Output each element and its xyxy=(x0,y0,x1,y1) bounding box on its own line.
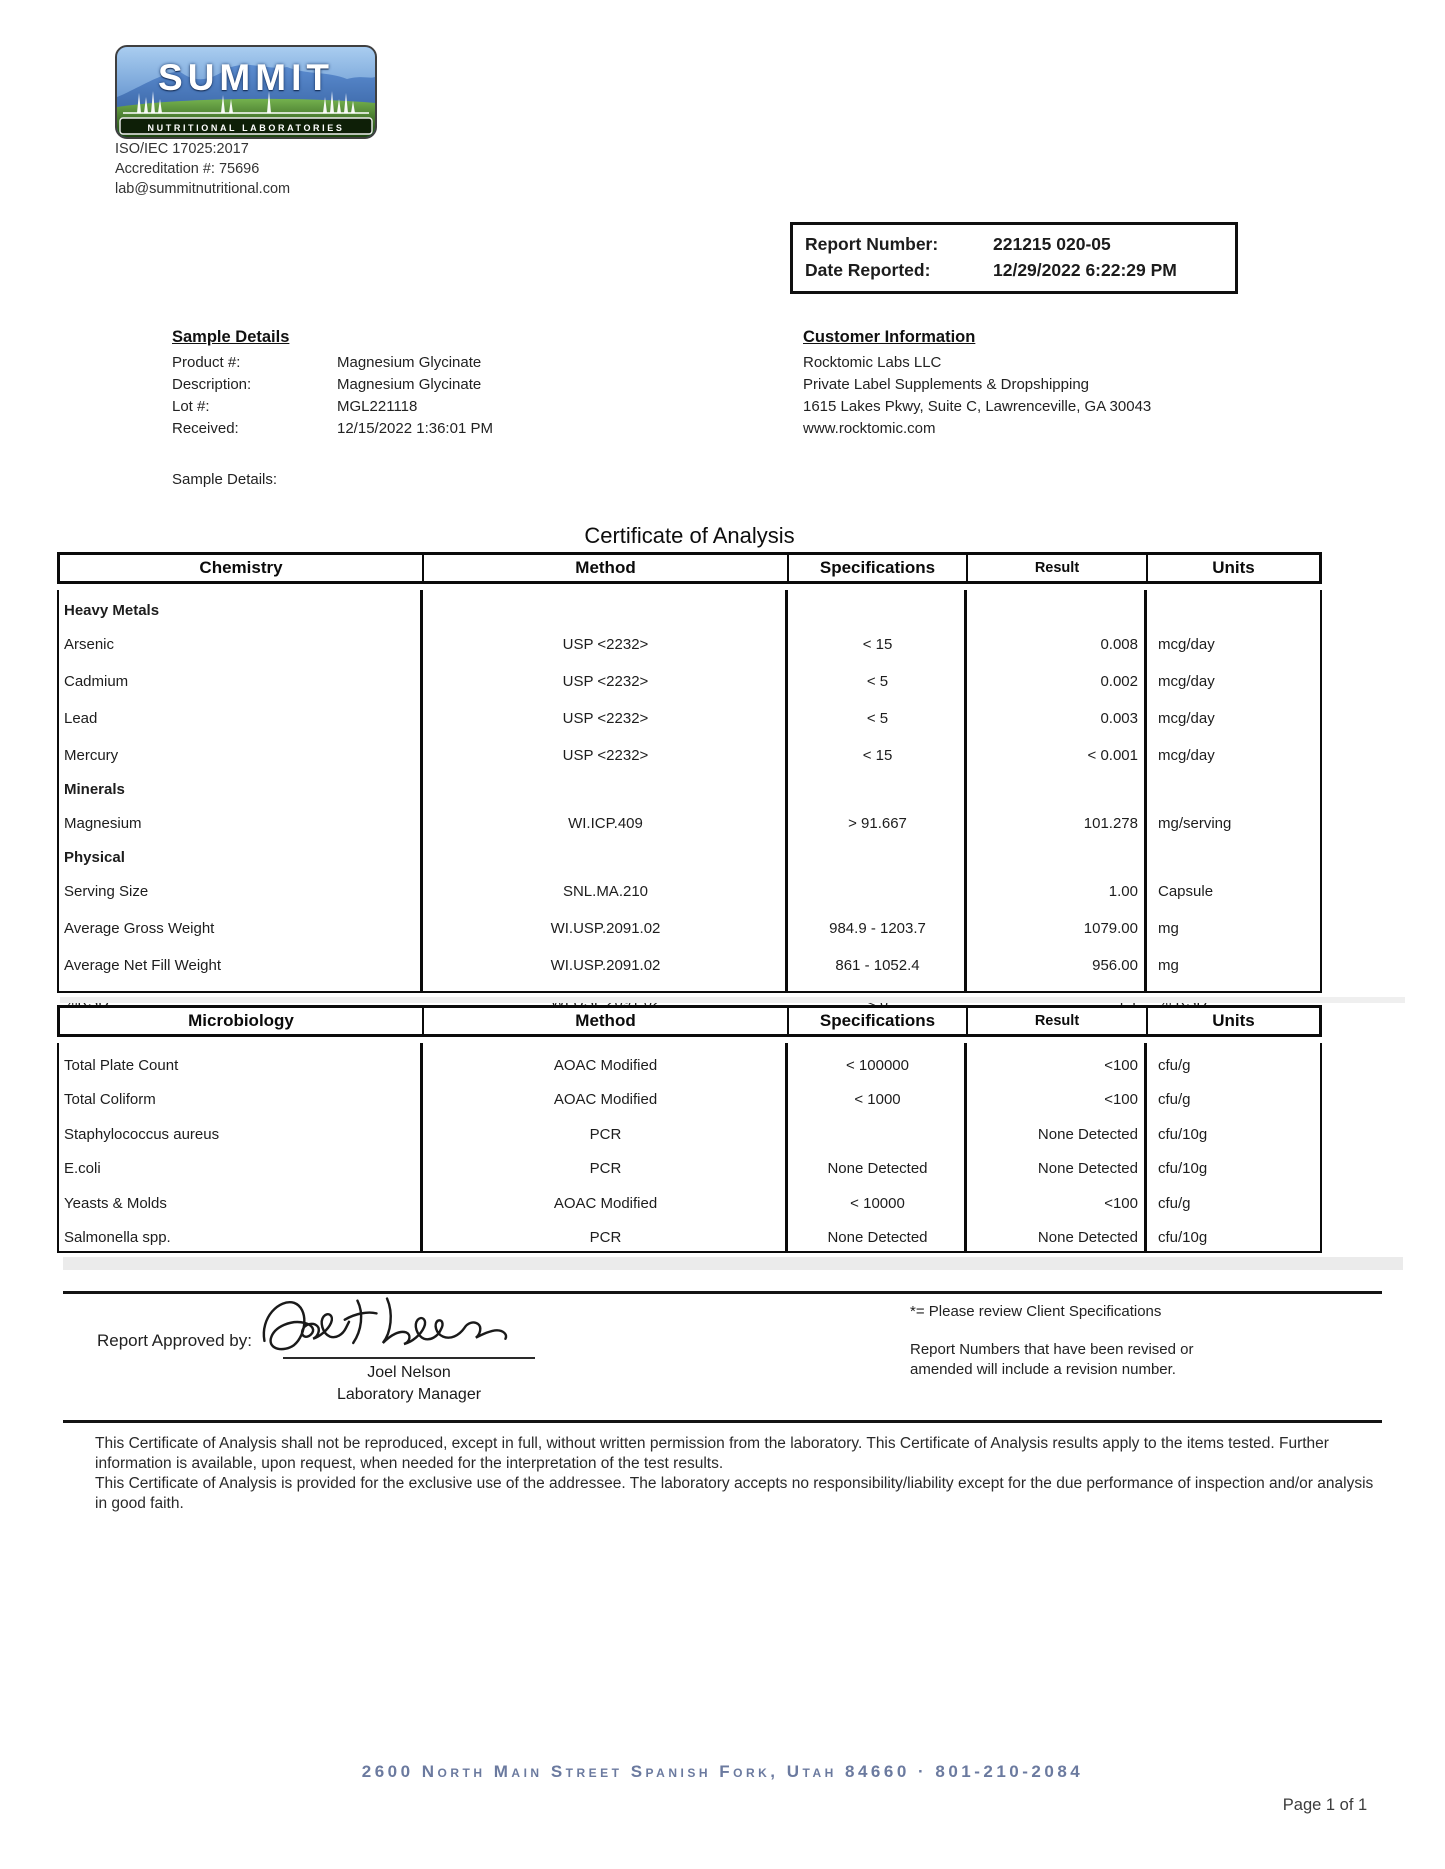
approver-title: Laboratory Manager xyxy=(336,1386,482,1403)
report-number-label: Report Number: xyxy=(805,234,939,254)
cell-result: 0.008 xyxy=(1100,636,1138,653)
column-divider xyxy=(1144,590,1147,991)
cell-units: Capsule xyxy=(1158,883,1214,900)
signature-image xyxy=(252,1288,520,1362)
field-value: Magnesium Glycinate xyxy=(337,354,482,371)
accreditation-block xyxy=(115,139,290,199)
cell-units: cfu/10g xyxy=(1158,1125,1208,1143)
microbiology-header-row xyxy=(57,1005,1322,1037)
column-header-chemistry: Chemistry xyxy=(60,555,424,581)
date-reported-label: Date Reported: xyxy=(805,260,931,280)
cell-method: USP <2232> xyxy=(562,747,649,764)
sample-details-fields xyxy=(172,352,493,440)
column-header-units: Units xyxy=(1212,1011,1255,1030)
column-header-method: Method xyxy=(424,1008,789,1034)
field-label: Received: xyxy=(172,420,239,437)
iso-line: ISO/IEC 17025:2017 xyxy=(115,141,249,157)
report-number-value: 221215 020-05 xyxy=(993,234,1111,254)
column-header-units: Units xyxy=(1212,558,1255,577)
column-divider xyxy=(420,1043,423,1251)
section-label: Heavy Metals xyxy=(64,602,160,619)
cell-method: AOAC Modified xyxy=(553,1091,658,1109)
field-label: Lot #: xyxy=(172,398,210,415)
summit-logo xyxy=(115,45,377,139)
column-divider xyxy=(1144,1043,1147,1251)
cell-specification: < 5 xyxy=(866,710,889,727)
date-reported-value: 12/29/2022 6:22:29 PM xyxy=(993,260,1177,280)
cell-analyte: Salmonella spp. xyxy=(64,1229,171,1247)
cell-method: PCR xyxy=(589,1125,622,1143)
signature-line xyxy=(283,1357,535,1359)
table-row xyxy=(59,663,1320,700)
field-value: 12/15/2022 1:36:01 PM xyxy=(337,420,493,437)
cell-analyte: Cadmium xyxy=(64,673,129,690)
cell-result: 0.003 xyxy=(1100,710,1138,727)
table-row xyxy=(59,1221,1320,1256)
column-divider xyxy=(785,1043,788,1251)
report-approved-by-label: Report Approved by: xyxy=(97,1331,252,1350)
table-row xyxy=(59,1152,1320,1187)
customer-information-block xyxy=(803,352,1151,440)
cell-result: 0.002 xyxy=(1100,673,1138,690)
table-row xyxy=(59,700,1320,737)
approver-name: Joel Nelson xyxy=(367,1364,451,1381)
cell-method: USP <2232> xyxy=(562,710,649,727)
column-divider xyxy=(785,590,788,991)
column-divider xyxy=(420,590,423,991)
cell-specification: < 10000 xyxy=(850,1194,905,1212)
cell-method: USP <2232> xyxy=(562,636,649,653)
cell-units: mcg/day xyxy=(1158,710,1215,727)
table-row xyxy=(59,1083,1320,1118)
field-label: Product #: xyxy=(172,354,241,371)
section-row xyxy=(59,774,1320,805)
microbiology-body xyxy=(57,1043,1322,1253)
field-lot xyxy=(172,396,493,418)
cell-result: 101.278 xyxy=(1083,815,1138,832)
cell-units: mg xyxy=(1158,920,1179,937)
cell-result: <100 xyxy=(1104,1194,1138,1212)
section-row xyxy=(59,842,1320,873)
field-label: Description: xyxy=(172,376,252,393)
field-description xyxy=(172,374,493,396)
cell-specification: < 15 xyxy=(862,636,893,653)
cell-units: mcg/day xyxy=(1158,747,1215,764)
cell-result: <100 xyxy=(1104,1056,1138,1074)
table-shadow-strip xyxy=(63,1257,1403,1270)
divider-rule-bottom xyxy=(63,1420,1382,1423)
cell-method: USP <2232> xyxy=(562,673,649,690)
chemistry-body xyxy=(57,590,1322,993)
column-header-method: Method xyxy=(424,555,789,581)
table-row xyxy=(59,947,1320,984)
cell-specification: < 15 xyxy=(862,747,893,764)
cell-specification: > 91.667 xyxy=(848,815,907,832)
table-row xyxy=(59,737,1320,774)
cell-result: < 0.001 xyxy=(1087,747,1138,764)
field-product xyxy=(172,352,493,374)
cell-specification: < 5 xyxy=(866,673,889,690)
customer-website: www.rocktomic.com xyxy=(803,420,936,437)
table-row xyxy=(59,626,1320,663)
section-label: Physical xyxy=(64,849,125,866)
cell-method: PCR xyxy=(589,1160,622,1178)
column-header-specifications: Specifications xyxy=(789,1008,968,1034)
cell-units: mg xyxy=(1158,957,1179,974)
cell-result: None Detected xyxy=(1037,1125,1138,1143)
table-row xyxy=(59,1186,1320,1221)
disclaimer-paragraph-1: This Certificate of Analysis shall not be reproduced, except in full, without written permission from the laboratory. This Certificate of Analysis results apply to the items tested. Further information is available, upon request, when needed for the interpretation of the test results. xyxy=(95,1435,1329,1472)
table-row xyxy=(59,873,1320,910)
client-spec-note: *= Please review Client Specifications xyxy=(910,1303,1162,1320)
customer-tagline: Private Label Supplements & Dropshipping xyxy=(803,376,1090,393)
date-reported-row xyxy=(805,257,1235,283)
table-row xyxy=(59,1117,1320,1152)
page-title: Certificate of Analysis xyxy=(584,523,795,548)
report-info-box xyxy=(790,222,1238,294)
cell-analyte: Average Gross Weight xyxy=(64,920,215,937)
cell-specification: 861 - 1052.4 xyxy=(835,957,920,974)
cell-result: 1079.00 xyxy=(1083,920,1138,937)
cell-specification: < 1000 xyxy=(854,1091,901,1109)
customer-information-heading: Customer Information xyxy=(803,328,976,346)
cell-method: AOAC Modified xyxy=(553,1056,658,1074)
column-divider xyxy=(964,590,967,991)
cell-analyte: Magnesium xyxy=(64,815,142,832)
disclaimer-paragraph-2: This Certificate of Analysis is provided for the exclusive use of the addressee. The laboratory accepts no responsibility/liability except for the due performance of inspection and/or analysis in good faith. xyxy=(95,1475,1374,1512)
cell-method: WI.USP.2091.02 xyxy=(550,920,661,937)
lab-email: lab@summitnutritional.com xyxy=(115,181,291,197)
cell-units: cfu/g xyxy=(1158,1056,1191,1074)
cell-analyte: Average Net Fill Weight xyxy=(64,957,222,974)
cell-result: None Detected xyxy=(1037,1229,1138,1247)
field-received xyxy=(172,418,493,440)
section-row xyxy=(59,595,1320,626)
disclaimer-block xyxy=(95,1434,1387,1514)
column-header-microbiology: Microbiology xyxy=(60,1008,424,1034)
cell-method: SNL.MA.210 xyxy=(562,883,649,900)
cell-units: mcg/day xyxy=(1158,636,1215,653)
field-value: Magnesium Glycinate xyxy=(337,376,482,393)
cell-specification: None Detected xyxy=(827,1229,928,1247)
cell-result: 956.00 xyxy=(1092,957,1138,974)
section-label: Minerals xyxy=(64,781,125,798)
cell-analyte: Yeasts & Molds xyxy=(64,1194,167,1212)
table-row xyxy=(59,910,1320,947)
cell-specification: None Detected xyxy=(827,1160,928,1178)
cell-method: AOAC Modified xyxy=(553,1194,658,1212)
cell-analyte: Total Plate Count xyxy=(64,1056,179,1074)
cell-units: cfu/10g xyxy=(1158,1229,1208,1247)
column-header-result: Result xyxy=(968,555,1148,581)
accreditation-number-line: Accreditation #: 75696 xyxy=(115,161,260,177)
customer-address: 1615 Lakes Pkwy, Suite C, Lawrenceville, GA 30043 xyxy=(803,398,1152,415)
cell-method: WI.ICP.409 xyxy=(568,815,643,832)
cell-result: None Detected xyxy=(1037,1160,1138,1178)
cell-method: WI.USP.2091.02 xyxy=(550,957,661,974)
logo-tagline-text: NUTRITIONAL LABORATORIES xyxy=(147,123,345,133)
table-row xyxy=(59,1048,1320,1083)
cell-analyte: Total Coliform xyxy=(64,1091,156,1109)
customer-name: Rocktomic Labs LLC xyxy=(803,354,942,371)
cell-analyte: Mercury xyxy=(64,747,119,764)
page-number: Page 1 of 1 xyxy=(1282,1796,1368,1814)
column-divider xyxy=(964,1043,967,1251)
column-header-specifications: Specifications xyxy=(789,555,968,581)
cell-units: mg/serving xyxy=(1158,815,1232,832)
cell-analyte: Lead xyxy=(64,710,98,727)
cell-units: cfu/10g xyxy=(1158,1160,1208,1178)
field-value: MGL221118 xyxy=(337,398,418,415)
cell-units: cfu/g xyxy=(1158,1091,1191,1109)
chemistry-header-row xyxy=(57,552,1322,584)
sample-details-extra-label: Sample Details: xyxy=(172,471,278,488)
table-shadow-strip xyxy=(60,997,1405,1003)
cell-analyte: Serving Size xyxy=(64,883,149,900)
cell-specification: < 100000 xyxy=(846,1056,909,1074)
cell-result: <100 xyxy=(1104,1091,1138,1109)
revision-note: Report Numbers that have been revised or amended will include a revision number. xyxy=(910,1341,1194,1378)
cell-specification: 984.9 - 1203.7 xyxy=(829,920,926,937)
cell-analyte: E.coli xyxy=(64,1160,101,1178)
cell-analyte: Staphylococcus aureus xyxy=(64,1125,220,1143)
lab-address-footer: 2600 North Main Street Spanish Fork, Utah 84660 · 801-210-2084 xyxy=(361,1762,1084,1781)
cell-analyte: Arsenic xyxy=(64,636,115,653)
table-row xyxy=(59,805,1320,842)
cell-units: cfu/g xyxy=(1158,1194,1191,1212)
cell-result: 1.00 xyxy=(1108,883,1138,900)
logo-brand-text: SUMMIT xyxy=(158,57,334,98)
cell-method: PCR xyxy=(589,1229,622,1247)
sample-details-heading: Sample Details xyxy=(172,328,290,346)
column-header-result: Result xyxy=(968,1008,1148,1034)
cell-units: mcg/day xyxy=(1158,673,1215,690)
report-number-row xyxy=(805,231,1235,257)
